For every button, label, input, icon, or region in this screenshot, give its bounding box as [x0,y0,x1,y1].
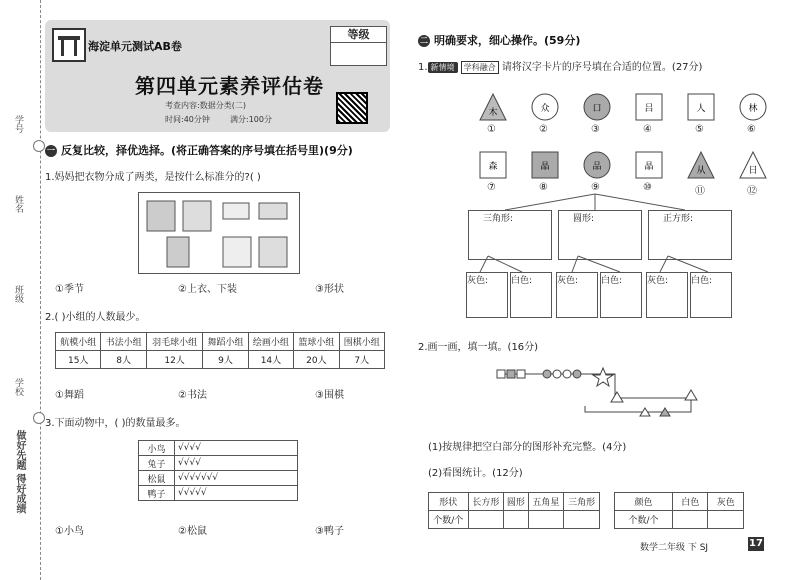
character-card [686,92,716,122]
s2q2-part1: (1)按规律把空白部分的图形补充完整。(4分) [428,442,627,453]
table-cell: √√√√√√√ [175,471,298,486]
svg-text:晶: 晶 [644,162,654,172]
svg-text:品: 品 [592,162,602,172]
qr-code-icon [336,92,368,124]
shape-count-table [428,492,600,529]
table-cell: √√√√ [175,456,298,471]
card-number: ⑫ [747,186,757,197]
character-card [686,150,716,180]
table-header: 三角形 [564,493,600,511]
category-circle: 圆形: [558,210,642,260]
card-number: ⑤ [695,124,704,135]
table-header: 长方形 [468,493,504,511]
card-number: ⑧ [539,182,548,193]
character-card [634,150,664,180]
sub-white-3: 白色: [690,272,732,318]
q2-option-1: ①舞蹈 [55,390,84,401]
character-card [582,150,612,180]
category-square: 正方形: [648,210,732,260]
table-header: 形状 [429,493,469,511]
svg-text:日: 日 [748,166,758,176]
table-cell: 15人 [56,351,101,369]
table-cell: √√√√√ [175,486,298,501]
shape-pattern [495,362,705,422]
table-cell-empty[interactable] [564,511,600,529]
table-cell-empty[interactable] [504,511,528,529]
gate-logo-icon [52,28,86,62]
table-header: 五角星 [528,493,564,511]
group-table [55,332,385,369]
interdisciplinary-tag: 学科融合 [461,61,499,74]
table-header: 羽毛球小组 [146,333,202,351]
card-number: ⑪ [695,186,705,197]
margin-footer-label: 做好先题 得好成绩 [14,430,25,514]
animal-table [138,440,298,501]
table-cell-empty[interactable] [528,511,564,529]
card-number: ⑨ [591,182,600,193]
table-cell: 个数/个 [429,511,469,529]
q1-option-3: ③形状 [315,284,344,295]
exam-score: 满分:100分 [230,115,272,124]
svg-text:森: 森 [488,162,498,172]
brand-name: 海淀单元测试AB卷 [88,40,182,53]
card-number: ⑦ [487,182,496,193]
table-cell-empty[interactable] [672,511,708,529]
grade-label: 等级 [331,27,386,43]
character-card [738,92,768,122]
margin-label-name: 姓名 [13,195,23,213]
q2-option-2: ②书法 [178,390,207,401]
exam-time: 时间:40分钟 [165,115,210,124]
table-cell: 鸭子 [139,486,175,501]
section1-title [45,142,353,158]
table-header: 舞蹈小组 [203,333,248,351]
table-cell: 8人 [101,351,146,369]
margin-label-class: 班级 [13,285,23,303]
table-header: 书法小组 [101,333,146,351]
sub-gray-3: 灰色: [646,272,688,318]
q1-option-1: ①季节 [55,284,84,295]
table-cell: 小鸟 [139,441,175,456]
table-cell: 14人 [248,351,293,369]
clothes-image [138,192,300,274]
margin-label-school: 学校 [13,378,23,396]
s2q2-part2: (2)看图统计。(12分) [428,468,523,479]
table-header: 篮球小组 [294,333,339,351]
table-cell-empty[interactable] [708,511,744,529]
character-card [530,150,560,180]
table-cell: 7人 [339,351,384,369]
q3-text: 3.下面动物中，( )的数量最多。 [45,418,186,429]
binding-hole [33,412,45,424]
card-number: ③ [591,124,600,135]
table-header: 白色 [672,493,708,511]
q1-option-2: ②上衣、下装 [178,284,237,295]
table-header: 航模小组 [56,333,101,351]
table-cell: 9人 [203,351,248,369]
exam-scope: 考查内容:数据分类(二) [165,101,246,110]
character-card [478,150,508,180]
character-card [530,92,560,122]
color-count-table [614,492,744,529]
section2-number: 二 [420,36,428,45]
card-number: ⑥ [747,124,756,135]
svg-text:口: 口 [592,104,602,114]
s2q2-text: 2.画一画，填一填。(16分) [418,342,539,353]
section2-title-text: 明确要求，细心操作。(59分) [434,34,581,47]
q3-option-2: ②松鼠 [178,526,207,537]
table-cell: 松鼠 [139,471,175,486]
table-header: 圆形 [504,493,528,511]
card-number: ⑩ [643,182,652,193]
q1-text: 1.妈妈把衣物分成了两类，是按什么标准分的?( ) [45,172,261,183]
table-header: 颜色 [615,493,673,511]
svg-text:众: 众 [540,104,550,114]
table-cell: 12人 [146,351,202,369]
character-card [738,150,768,180]
table-header: 绘画小组 [248,333,293,351]
page-number: 17 [749,538,763,549]
s2q1-text: 1. 新情境 学科融合 请将汉字卡片的序号填在合适的位置。(27分) [418,62,703,73]
sub-white-1: 白色: [510,272,552,318]
table-cell: 个数/个 [615,511,673,529]
grade-box [330,26,387,66]
table-cell-empty[interactable] [468,511,504,529]
svg-text:从: 从 [696,166,706,176]
svg-text:吕: 吕 [644,104,654,114]
sub-gray-2: 灰色: [556,272,598,318]
svg-text:林: 林 [748,104,758,114]
new-context-tag: 新情境 [428,62,458,73]
binding-hole [33,140,45,152]
character-card [478,92,508,122]
margin-label-id: 学号 [13,115,23,133]
q3-option-1: ①小鸟 [55,526,84,537]
svg-text:人: 人 [696,104,706,114]
card-number: ① [487,124,496,135]
page-title: 第四单元素养评估卷 [135,74,324,98]
character-card [582,92,612,122]
category-triangle: 三角形: [468,210,552,260]
q2-text: 2.( )小组的人数最少。 [45,312,146,323]
q3-option-3: ③鸭子 [315,526,344,537]
table-header: 灰色 [708,493,744,511]
table-cell: 20人 [294,351,339,369]
section1-number: 一 [47,146,55,155]
svg-text:木: 木 [488,108,498,118]
footer-subject: 数学二年级 下 SJ [640,543,709,553]
section1-title-text: 反复比较，择优选择。(将正确答案的序号填在括号里)(9分) [61,144,353,157]
q2-option-3: ③围棋 [315,390,344,401]
character-card [634,92,664,122]
sub-white-2: 白色: [600,272,642,318]
s2q1-instruction: 请将汉字卡片的序号填在合适的位置。(27分) [501,62,703,73]
card-number: ④ [643,124,652,135]
sub-gray-1: 灰色: [466,272,508,318]
svg-text:晶: 晶 [540,162,550,172]
table-header: 围棋小组 [339,333,384,351]
table-cell: 兔子 [139,456,175,471]
card-number: ② [539,124,548,135]
table-cell: √√√√ [175,441,298,456]
section2-title [418,32,580,48]
binding-line [40,0,41,580]
